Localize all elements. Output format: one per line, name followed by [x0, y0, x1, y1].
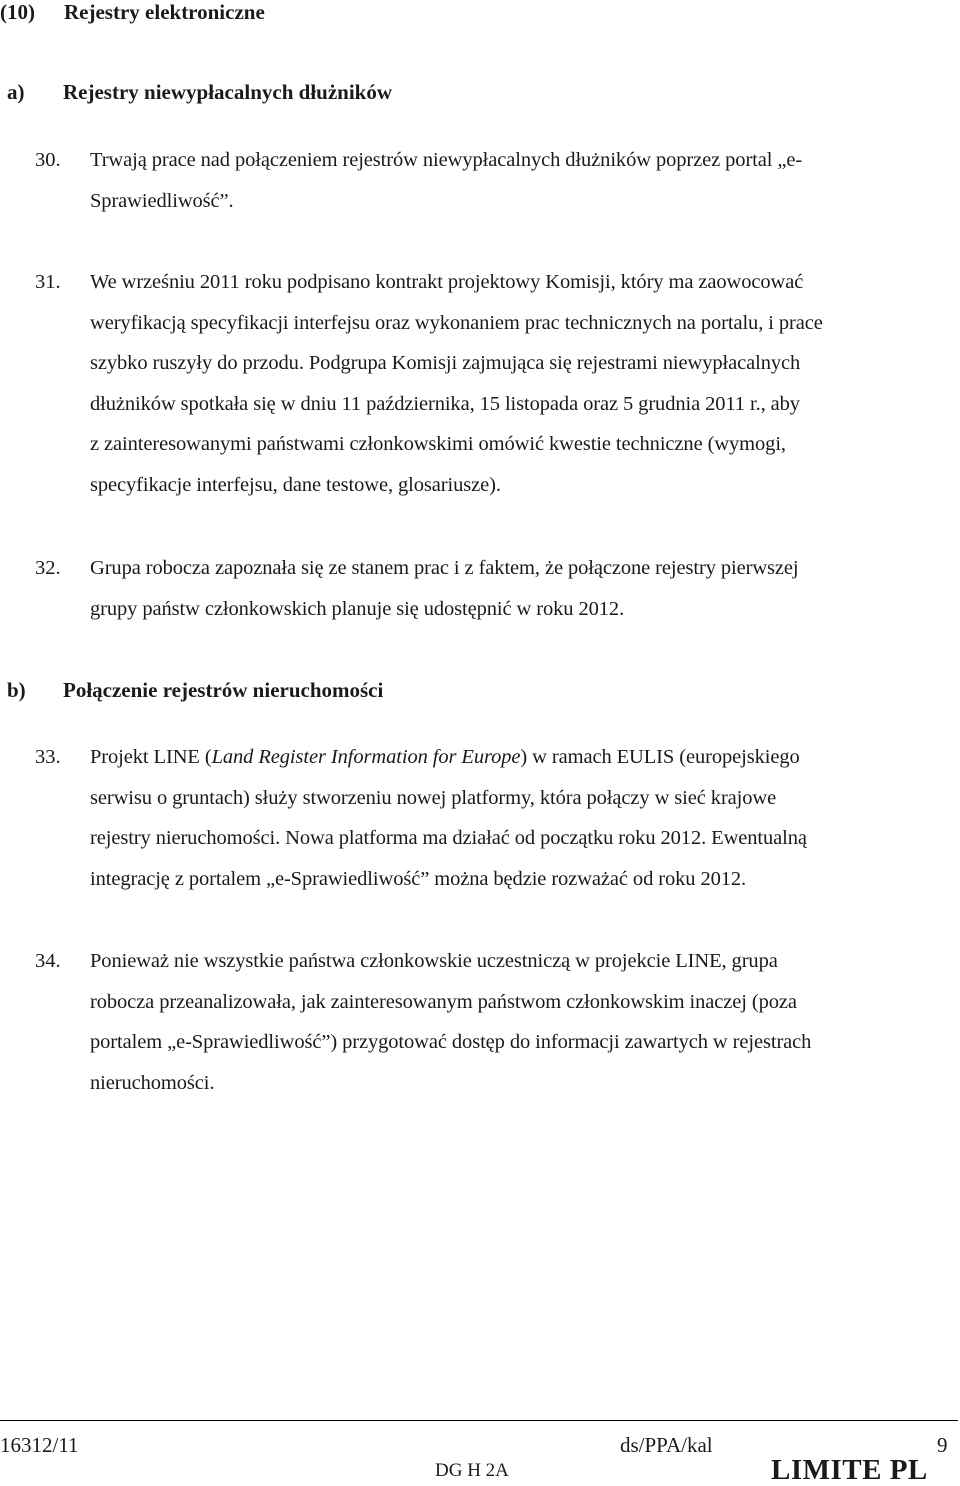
footer-department: DG H 2A: [435, 1460, 509, 1481]
footer-reference: ds/PPA/kal: [620, 1433, 713, 1457]
paragraph-line: serwisu o gruntach) służy stworzeniu nowej platformy, która połączy w sieć krajowe: [90, 786, 777, 809]
paragraph-line: szybko ruszyły do przodu. Podgrupa Komisji zajmująca się rejestrami niewypłacalnych: [90, 352, 801, 375]
paragraph-line: robocza przeanalizowała, jak zainteresowanym państwom członkowskim inaczej (poza: [90, 990, 797, 1013]
paragraph-line: Ponieważ nie wszystkie państwa członkowskie uczestniczą w projekcie LINE, grupa: [90, 950, 778, 972]
paragraph-line: Sprawiedliwość”.: [90, 189, 234, 212]
paragraph-line: specyfikacje interfejsu, dane testowe, glosariusze).: [90, 473, 501, 496]
footer-page-number: 9: [937, 1433, 948, 1457]
paragraph-line: Grupa robocza zapoznała się ze stanem prac i z faktem, że połączone rejestry pierwszej: [90, 557, 799, 579]
paragraph-line: z zainteresowanymi państwami członkowskimi omówić kwestie techniczne (wymogi,: [90, 433, 786, 456]
subsection-b-label: b): [7, 678, 26, 702]
paragraph-line: [90, 737, 930, 778]
paragraph-line: Trwają prace nad połączeniem rejestrów niewypłacalnych dłużników poprzez portal „e-: [90, 149, 803, 171]
footer-classification: LIMITE PL: [771, 1454, 928, 1486]
paragraph-text: [90, 262, 930, 506]
paragraph-text: [90, 140, 930, 221]
subsection-a-title: Rejestry niewypłacalnych dłużników: [63, 80, 393, 104]
paragraph-number: 33.: [35, 746, 61, 768]
paragraph-line: weryfikacją specyfikacji interfejsu oraz wykonaniem prac technicznych na portalu, i prace: [90, 311, 823, 334]
paragraph-line: dłużników spotkała się w dniu 11 października, 15 listopada oraz 5 grudnia 2011 r., aby: [90, 392, 800, 415]
section-number: (10): [0, 0, 35, 24]
paragraph-line: portalem „e-Sprawiedliwość”) przygotować dostęp do informacji zawartych w rejestrach: [90, 1031, 812, 1054]
paragraph-number: 32.: [35, 557, 61, 579]
paragraph-line: nieruchomości.: [90, 1071, 215, 1094]
paragraph-text: [90, 737, 930, 899]
section-title: Rejestry elektroniczne: [64, 0, 265, 24]
footer-divider: [0, 1420, 958, 1421]
paragraph-line: rejestry nieruchomości. Nowa platforma ma działać od początku roku 2012. Ewentualną: [90, 827, 807, 850]
subsection-a-label: a): [7, 80, 25, 104]
footer-doc-number: 16312/11: [0, 1433, 79, 1457]
paragraph-line: We wrześniu 2011 roku podpisano kontrakt projektowy Komisji, który ma zaowocować: [90, 271, 804, 293]
project-name-italic: Land Register Information for Europe: [211, 746, 521, 768]
line-text: ) w ramach EULIS (europejskiego: [520, 746, 800, 768]
paragraph-number: 30.: [35, 149, 61, 171]
paragraph-text: [90, 941, 930, 1103]
paragraph-number: 34.: [35, 950, 61, 972]
paragraph-number: 31.: [35, 271, 61, 293]
paragraph-line: grupy państw członkowskich planuje się udostępnić w roku 2012.: [90, 597, 625, 620]
paragraph-line: integrację z portalem „e-Sprawiedliwość” można będzie rozważać od roku 2012.: [90, 867, 747, 890]
line-text: Projekt LINE (: [90, 746, 212, 768]
subsection-b-title: Połączenie rejestrów nieruchomości: [63, 678, 384, 702]
paragraph-text: [90, 548, 930, 629]
